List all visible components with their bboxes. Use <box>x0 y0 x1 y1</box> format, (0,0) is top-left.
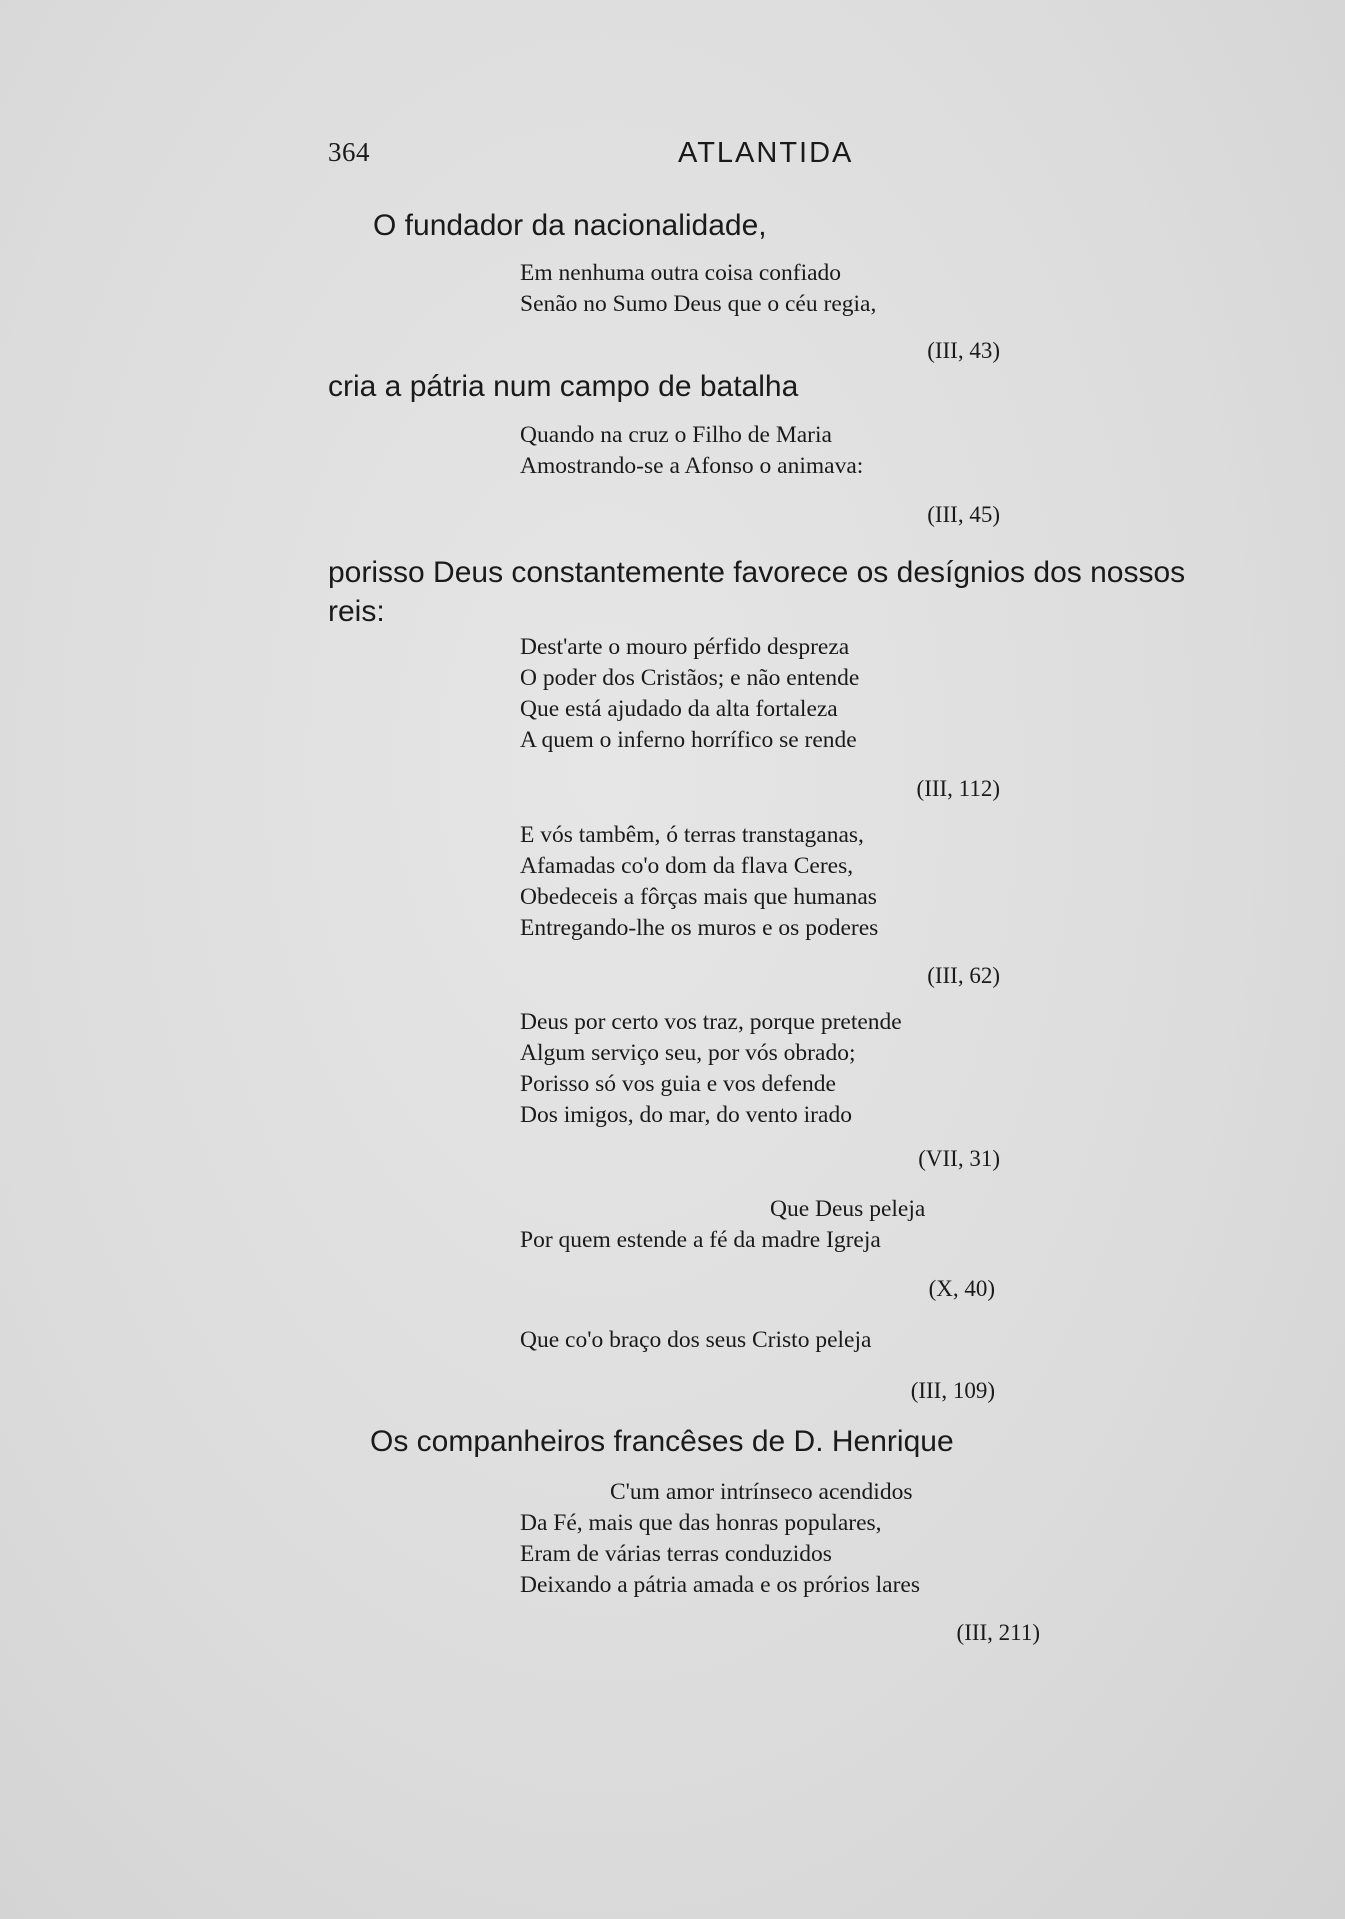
citation: (VII, 31) <box>918 1146 1000 1171</box>
verse-line: C'um amor intrínseco acendidos <box>610 1479 913 1505</box>
citation: (X, 40) <box>928 1276 995 1301</box>
citation: (III, 109) <box>910 1378 995 1403</box>
page-number: 364 <box>328 137 370 167</box>
verse-quote <box>520 1325 871 1356</box>
verse-line: Entregando-lhe os muros e os poderes <box>520 915 879 941</box>
verse-line: Que está ajudado da alta fortaleza <box>520 696 838 722</box>
verse-line: Algum serviço seu, por vós obrado; <box>520 1040 856 1066</box>
verse-line: Dest'arte o mouro pérfido despreza <box>520 634 850 660</box>
verse-line: Deixando a pátria amada e os prórios lares <box>520 1572 920 1598</box>
verse-line: Amostrando-se a Afonso o animava: <box>520 453 864 479</box>
prose-paragraph: O fundador da nacionalidade, <box>373 209 767 242</box>
verse-quote <box>520 1477 920 1601</box>
verse-line: Dos imigos, do mar, do vento irado <box>520 1102 852 1128</box>
prose-paragraph: Os companheiros francêses de D. Henrique <box>370 1425 954 1458</box>
prose-paragraph: cria a pátria num campo de batalha <box>328 370 799 403</box>
prose-line: porisso Deus constantemente favorece os desígnios dos nossos <box>328 556 1186 589</box>
verse-line: O poder dos Cristãos; e não entende <box>520 665 860 691</box>
verse-line: Que co'o braço dos seus Cristo peleja <box>520 1327 872 1353</box>
verse-quote <box>520 820 878 944</box>
verse-quote <box>520 420 863 482</box>
verse-line: Em nenhuma outra coisa confiado <box>520 260 842 286</box>
verse-line: Da Fé, mais que das honras populares, <box>520 1510 882 1536</box>
citation: (III, 45) <box>927 502 1000 527</box>
verse-line: Quando na cruz o Filho de Maria <box>520 422 832 448</box>
prose-line: reis: <box>328 595 385 628</box>
verse-line: Obedeceis a fôrças mais que humanas <box>520 884 877 910</box>
verse-quote <box>520 1194 925 1256</box>
verse-line: Eram de várias terras conduzidos <box>520 1541 832 1567</box>
citation: (III, 112) <box>916 776 1000 801</box>
verse-line: E vós tambêm, ó terras transtaganas, <box>520 822 864 848</box>
verse-line: Porisso só vos guia e vos defende <box>520 1071 836 1097</box>
citation: (III, 43) <box>927 338 1000 363</box>
verse-quote <box>520 1007 902 1131</box>
running-title: ATLANTIDA <box>678 137 854 169</box>
citation: (III, 211) <box>956 1620 1040 1645</box>
verse-quote <box>520 632 859 756</box>
verse-line: Senão no Sumo Deus que o céu regia, <box>520 291 877 317</box>
verse-line: A quem o inferno horrífico se rende <box>520 727 857 753</box>
verse-quote <box>520 258 876 320</box>
verse-line: Afamadas co'o dom da flava Ceres, <box>520 853 854 879</box>
verse-line: Que Deus peleja <box>770 1196 926 1222</box>
prose-paragraph <box>328 553 1185 631</box>
citation: (III, 62) <box>927 963 1000 988</box>
verse-line: Por quem estende a fé da madre Igreja <box>520 1227 881 1253</box>
verse-line: Deus por certo vos traz, porque pretende <box>520 1009 902 1035</box>
